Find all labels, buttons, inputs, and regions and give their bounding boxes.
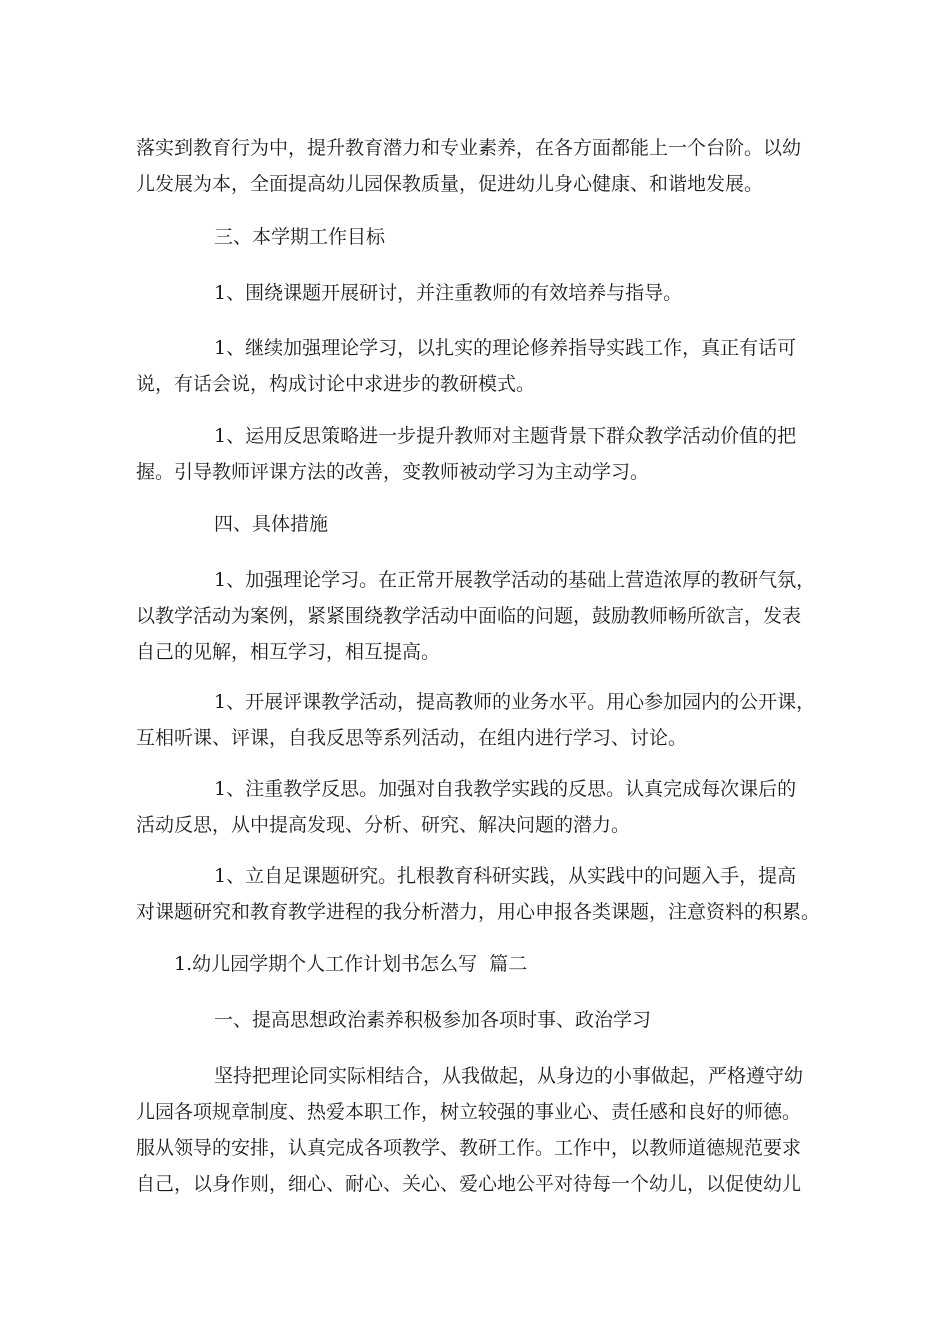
text-line: 活动反思，从中提高发现、分析、研究、解决问题的潜力。 bbox=[136, 814, 631, 836]
text-line: 1、运用反思策略进一步提升教师对主题背景下群众教学活动价值的把 bbox=[214, 425, 797, 447]
text-line: 说，有话会说，构成讨论中求进步的教研模式。 bbox=[136, 373, 536, 395]
measure-item-2 bbox=[136, 684, 826, 756]
text-line: 1、围绕课题开展研讨，并注重教师的有效培养与指导。 bbox=[214, 282, 683, 304]
paragraph-continuation bbox=[136, 130, 826, 202]
heading-text: 三、本学期工作目标 bbox=[214, 226, 386, 248]
text-line: 以教学活动为案例，紧紧围绕教学活动中面临的问题，鼓励教师畅所欲言，发表 bbox=[136, 605, 802, 627]
section-heading-measures bbox=[136, 506, 904, 542]
section-heading-political bbox=[136, 1002, 904, 1038]
text-line: 1、继续加强理论学习，以扎实的理论修养指导实践工作，真正有话可 bbox=[214, 337, 797, 359]
text-line: 1、立自足课题研究。扎根教育科研实践，从实践中的问题入手，提高 bbox=[214, 865, 797, 887]
measure-item-3 bbox=[136, 771, 826, 843]
goal-item-2 bbox=[136, 330, 826, 402]
heading-text: 一、提高思想政治素养积极参加各项时事、政治学习 bbox=[214, 1009, 652, 1031]
text-line: 儿园各项规章制度、热爱本职工作，树立较强的事业心、责任感和良好的师德。 bbox=[136, 1101, 802, 1123]
text-line: 握。引导教师评课方法的改善，变教师被动学习为主动学习。 bbox=[136, 461, 650, 483]
heading-text: 四、具体措施 bbox=[214, 513, 329, 535]
text-line: 服从领导的安排，认真完成各项教学、教研工作。工作中，以教师道德规范要求 bbox=[136, 1137, 802, 1159]
text-line: 落实到教育行为中，提升教育潜力和专业素养，在各方面都能上一个台阶。以幼 bbox=[136, 137, 802, 159]
text-line: 1、开展评课教学活动，提高教师的业务水平。用心参加园内的公开课， bbox=[214, 691, 816, 713]
text-line: 儿发展为本，全面提高幼儿园保教质量，促进幼儿身心健康、和谐地发展。 bbox=[136, 173, 764, 195]
section-heading-goals bbox=[136, 219, 904, 255]
text-line: 1、注重教学反思。加强对自我教学实践的反思。认真完成每次课后的 bbox=[214, 778, 797, 800]
text-line: 1、加强理论学习。在正常开展教学活动的基础上营造浓厚的教研气氛， bbox=[214, 569, 816, 591]
text-line: 对课题研究和教育教学进程的我分析潜力，用心申报各类课题，注意资料的积累。 bbox=[136, 901, 821, 923]
text-line: 自己的见解，相互学习，相互提高。 bbox=[136, 641, 441, 663]
measure-item-4 bbox=[136, 858, 826, 930]
text-line: 互相听课、评课，自我反思等系列活动，在组内进行学习、讨论。 bbox=[136, 727, 688, 749]
text-line: 坚持把理论同实际相结合，从我做起，从身边的小事做起，严格遵守幼 bbox=[214, 1065, 804, 1087]
body-paragraph bbox=[136, 1058, 826, 1202]
title-text: 1.幼儿园学期个人工作计划书怎么写 篇二 bbox=[174, 953, 528, 975]
article-title-part-two bbox=[136, 946, 864, 982]
goal-item-1 bbox=[136, 275, 826, 311]
measure-item-1 bbox=[136, 562, 826, 670]
goal-item-3 bbox=[136, 418, 826, 490]
text-line: 自己，以身作则，细心、耐心、关心、爱心地公平对待每一个幼儿，以促使幼儿 bbox=[136, 1173, 802, 1195]
